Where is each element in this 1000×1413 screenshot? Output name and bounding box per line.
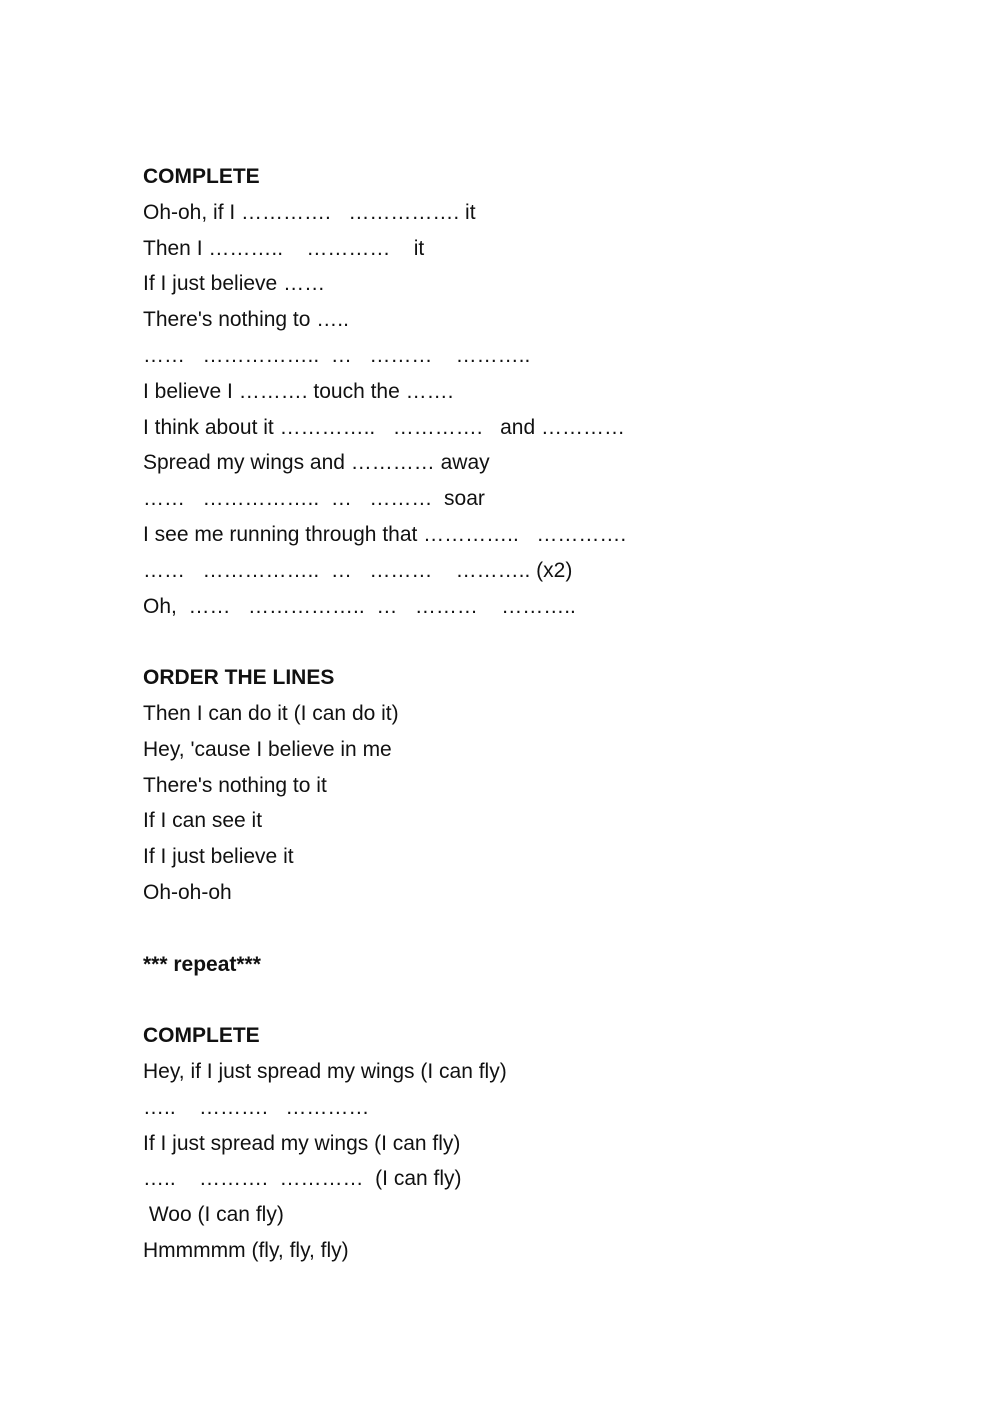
- section-heading-complete: COMPLETE: [143, 1024, 260, 1048]
- lyric-line: If I just spread my wings (I can fly): [143, 1131, 461, 1155]
- section-spacer: [143, 627, 963, 663]
- lyric-line: …… …………….. … ……… soar: [143, 487, 485, 511]
- lyric-line: …… …………….. … ……… ……….. (x2): [143, 558, 573, 582]
- lyric-line: I believe I ………. touch the …….: [143, 379, 454, 403]
- lyric-line: ….. ………. …………: [143, 1095, 370, 1119]
- lyric-line: Hey, 'cause I believe in me: [143, 737, 392, 761]
- section-heading-order-the-lines: ORDER THE LINES: [143, 666, 335, 690]
- lyric-line: If I can see it: [143, 809, 263, 833]
- lyric-line: I see me running through that ………….. ………….: [143, 522, 627, 546]
- section-spacer: [143, 985, 963, 1021]
- lyric-line: Hey, if I just spread my wings (I can fly): [143, 1059, 507, 1083]
- lyric-line: Oh-oh-oh: [143, 880, 232, 904]
- lyric-line: Hmmmmm (fly, fly, fly): [143, 1238, 349, 1262]
- section-heading-repeat: *** repeat***: [143, 952, 261, 976]
- lyric-line: ….. ………. ………… (I can fly): [143, 1167, 462, 1191]
- lyric-line: Oh, …… …………….. … ……… ………..: [143, 594, 576, 618]
- lyric-line: Then I ……….. ………… it: [143, 236, 425, 260]
- lyric-line: Then I can do it (I can do it): [143, 701, 399, 725]
- lyric-line: I think about it ………….. …………. and …………: [143, 415, 625, 439]
- lyric-line: There's nothing to …..: [143, 308, 349, 332]
- lyric-line: Spread my wings and ………… away: [143, 451, 490, 475]
- lyric-line: Oh-oh, if I …………. ……………. it: [143, 200, 476, 224]
- lyric-line: There's nothing to it: [143, 773, 327, 797]
- section-spacer: [143, 914, 963, 950]
- section-heading-complete: COMPLETE: [143, 165, 260, 188]
- worksheet: [143, 162, 963, 1272]
- lyric-line: …… …………….. … ……… ………..: [143, 343, 531, 367]
- lyric-line: If I just believe it: [143, 845, 294, 869]
- lyric-line: If I just believe ……: [143, 272, 326, 296]
- lyric-line: Woo (I can fly): [143, 1203, 284, 1227]
